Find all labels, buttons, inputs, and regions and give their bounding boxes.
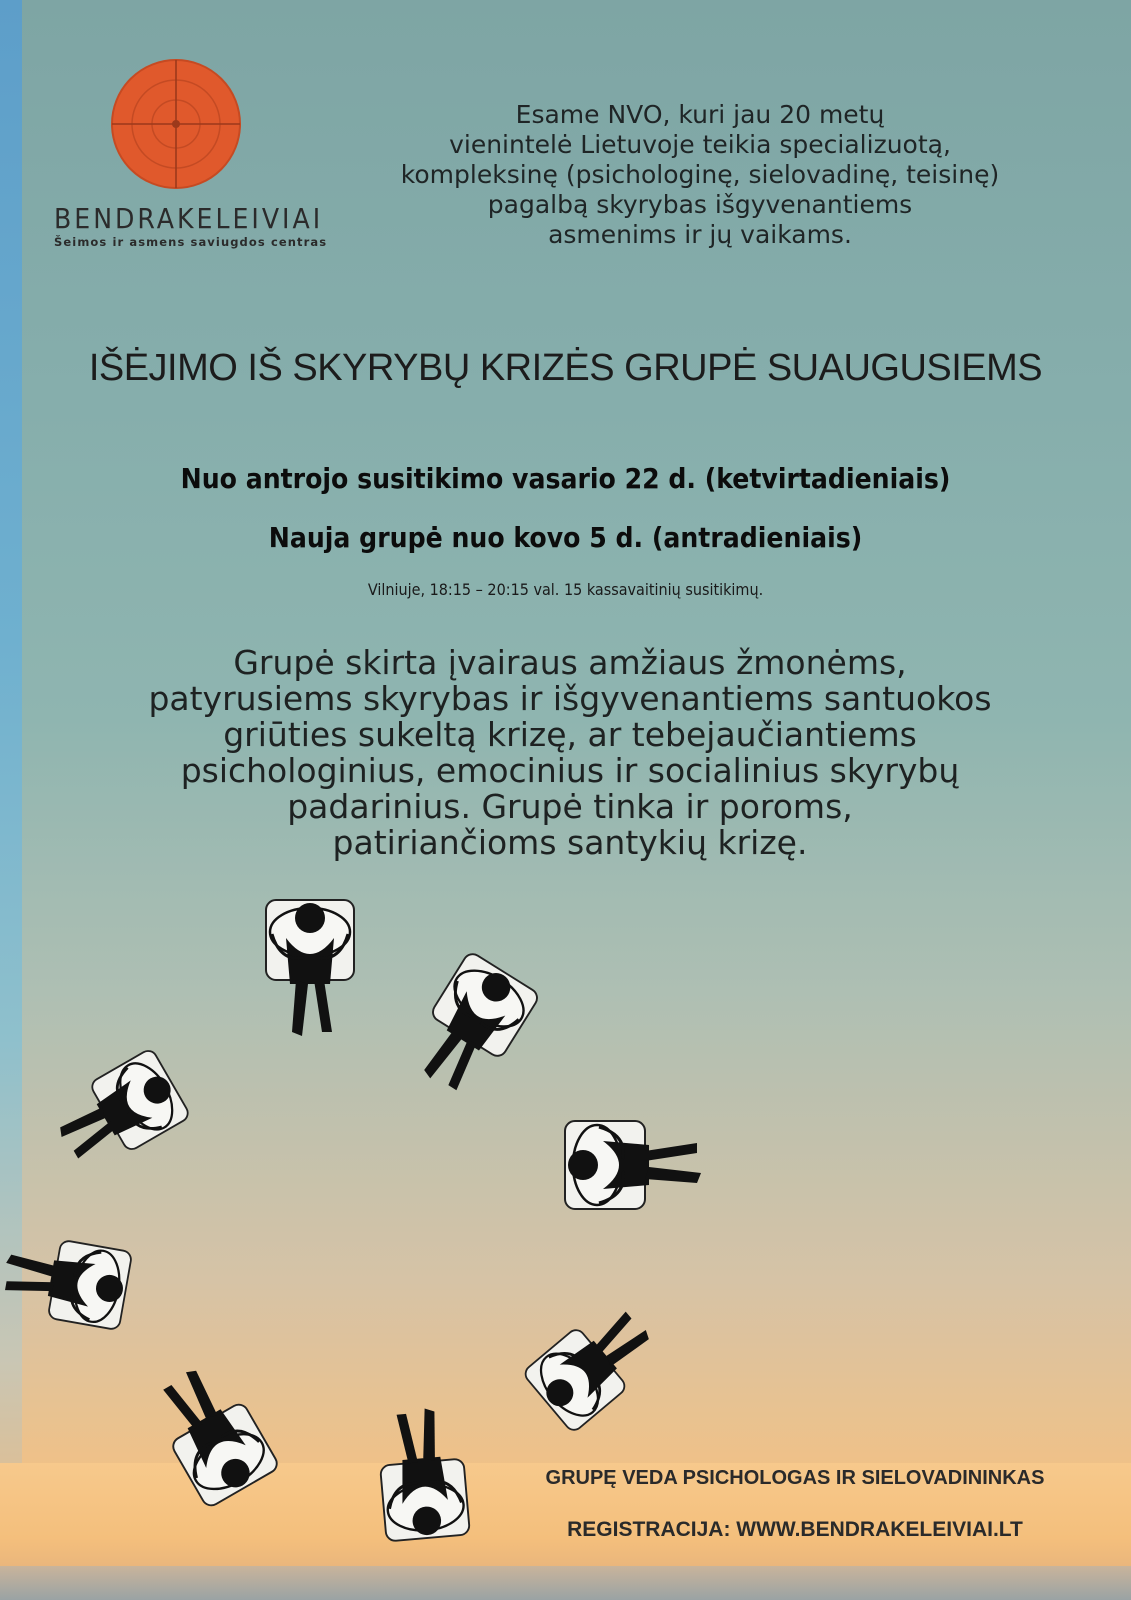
- schedule-line-1: Nuo antrojo susitikimo vasario 22 d. (ketvirtadieniais): [180, 462, 951, 495]
- description-line: griūties sukeltą krizę, ar tebejaučiantiems: [223, 715, 917, 754]
- seated-person-icon: [401, 951, 540, 1105]
- description-line: patiriančioms santykių krizę.: [332, 823, 808, 862]
- seated-person-icon: [143, 1355, 280, 1509]
- group-leaders-note: GRUPĘ VEDA PSICHOLOGAS IR SIELOVADININKAS: [545, 1467, 1045, 1489]
- intro-line: Esame NVO, kuri jau 20 metų: [515, 100, 885, 129]
- intro-line: kompleksinę (psichologinę, sielovadinę, teisinę): [400, 160, 1000, 189]
- target-disc-icon: [108, 56, 244, 192]
- registration-link[interactable]: REGISTRACIJA: WWW.BENDRAKELEIVIAI.LT: [567, 1518, 1023, 1541]
- logo: [48, 52, 328, 252]
- people-in-circle-icon: [0, 880, 1131, 1600]
- seated-person-icon: [375, 1406, 470, 1542]
- description-line: psichologinius, emocinius ir socialinius skyrybų: [180, 751, 960, 790]
- intro-line: vienintelė Lietuvoje teikia specializuotą,: [449, 130, 951, 159]
- seated-person-icon: [266, 900, 354, 1036]
- brand-name: BENDRAKELEIVIAI: [54, 202, 324, 235]
- brand-subtitle: Šeimos ir asmens saviugdos centras: [54, 235, 328, 249]
- seated-person-icon: [0, 1231, 132, 1330]
- seated-person-icon: [45, 1048, 191, 1178]
- seated-person-icon: [565, 1121, 701, 1209]
- schedule-line-2: Nauja grupė nuo kovo 5 d. (antradieniais): [268, 521, 863, 554]
- page-title: IŠĖJIMO IŠ SKYRYBŲ KRIZĖS GRUPĖ SUAUGUSIEMS: [88, 347, 1043, 389]
- seated-person-icon: [522, 1294, 667, 1433]
- intro-line: pagalbą skyrybas išgyvenantiems: [487, 190, 913, 219]
- description-line: patyrusiems skyrybas ir išgyvenantiems santuokos: [148, 679, 992, 718]
- intro-text: [340, 100, 1060, 250]
- description: [40, 645, 1100, 861]
- description-line: Grupė skirta įvairaus amžiaus žmonėms,: [233, 643, 907, 682]
- schedule-details: Vilniuje, 18:15 – 20:15 val. 15 kassavaitinių susitikimų.: [367, 580, 764, 599]
- intro-line: asmenims ir jų vaikams.: [548, 220, 852, 249]
- description-line: padarinius. Grupė tinka ir poroms,: [287, 787, 853, 826]
